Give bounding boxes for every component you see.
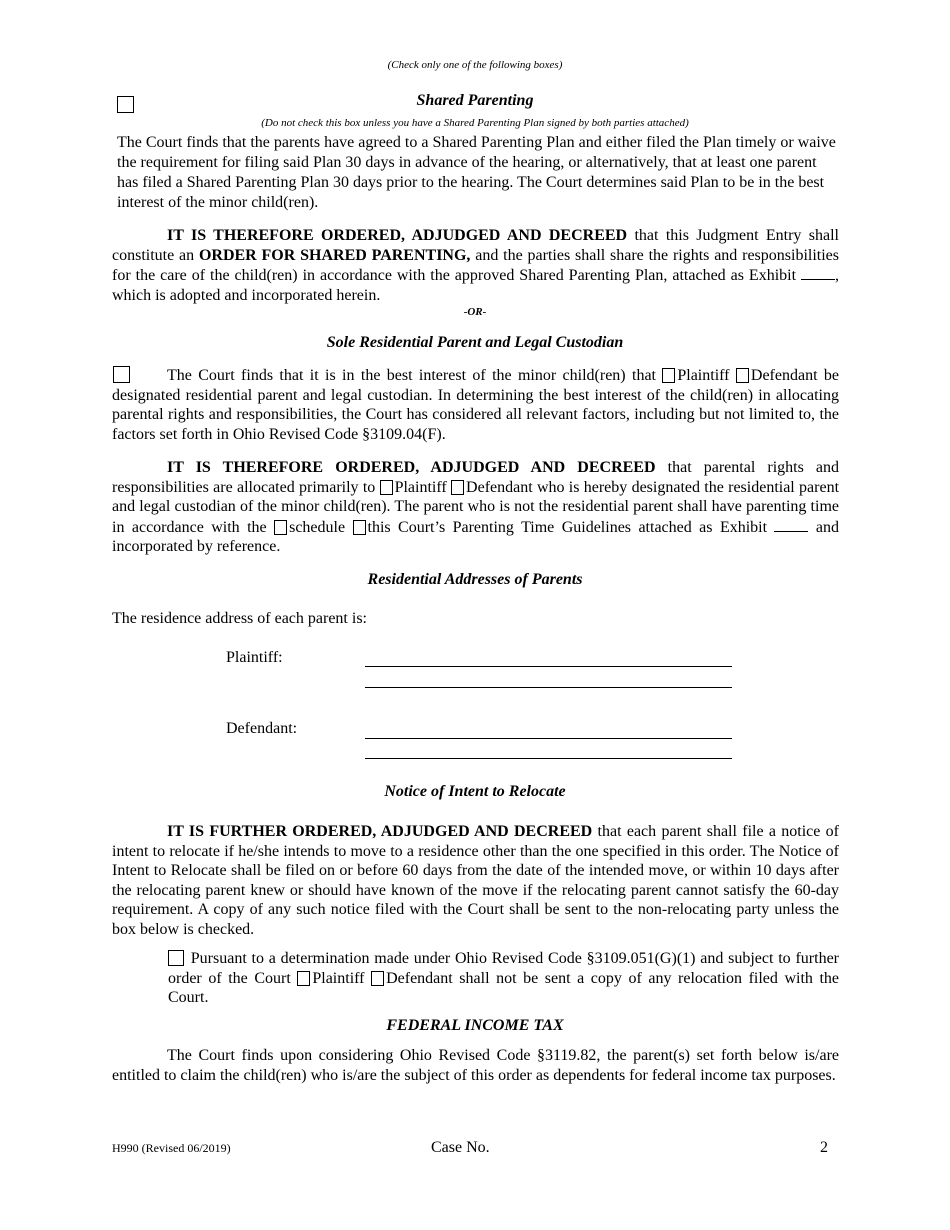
schedule-checkbox[interactable] bbox=[274, 520, 287, 535]
exhibit-blank[interactable] bbox=[801, 265, 835, 280]
order-text: , which is adopted and incorporated herein. bbox=[112, 267, 839, 304]
defendant-address-label: Defendant: bbox=[226, 720, 298, 737]
plaintiff-checkbox[interactable] bbox=[662, 368, 675, 383]
order-text: and incorporated by reference. bbox=[112, 518, 840, 555]
finding-text: The Court finds that it is in the best interest of the minor child(ren) that bbox=[167, 367, 663, 384]
exhibit-blank[interactable] bbox=[774, 517, 808, 532]
sole-residential-order bbox=[112, 458, 839, 557]
shared-parenting-order bbox=[112, 226, 839, 305]
shared-parenting-note: (Do not check this box unless you have a Shared Parenting Plan signed by both parties attached) bbox=[261, 117, 689, 129]
case-number-label: Case No. bbox=[431, 1139, 490, 1156]
defendant-checkbox[interactable] bbox=[371, 971, 384, 986]
sole-residential-finding bbox=[112, 366, 839, 444]
form-id: H990 (Revised 06/2019) bbox=[112, 1141, 231, 1155]
order-text: that parental rights and responsibilities are allocated primarily to bbox=[112, 459, 840, 496]
defendant-label: Defendant bbox=[466, 478, 533, 496]
addresses-intro: The residence address of each parent is: bbox=[112, 610, 367, 627]
order-bold-text: IT IS FURTHER ORDERED, ADJUDGED AND DECREED bbox=[167, 823, 593, 840]
order-text: and the parties shall share the rights and responsibilities for the care of the child(ren) in accordance with the approved Shared Parenting Plan, attached as Exhibit bbox=[112, 246, 839, 284]
order-bold-text: IT IS THEREFORE ORDERED, ADJUDGED AND DECREED bbox=[167, 227, 628, 244]
order-bold-text: IT IS THEREFORE ORDERED, ADJUDGED AND DECREED bbox=[167, 459, 656, 476]
federal-income-tax-text bbox=[112, 1046, 839, 1085]
order-text: attached as Exhibit bbox=[631, 518, 775, 536]
or-separator: -OR- bbox=[463, 306, 487, 318]
relocate-heading: Notice of Intent to Relocate bbox=[384, 783, 566, 800]
tax-text: The Court finds upon considering Ohio Revised Code §3119.82, the parent(s) set forth below is/are entitled to claim the child(ren) who is/are the subject of this order as dependents for federal income tax purposes. bbox=[112, 1047, 839, 1084]
guidelines-label: this Court’s Parenting Time Guidelines bbox=[367, 518, 632, 536]
shared-parenting-finding: The Court finds that the parents have agreed to a Shared Parenting Plan and either filed the Plan timely or waive the requirement for filing said Plan 30 days in advance of the hearing, or alternatively, that at least one parent has filed a Shared Parenting Plan 30 days prior to the hearing. The Court determines said Plan to be in the best interest of the minor child(ren). bbox=[117, 134, 836, 211]
plaintiff-address-label: Plaintiff: bbox=[226, 649, 283, 666]
plaintiff-checkbox[interactable] bbox=[380, 480, 393, 495]
plaintiff-label: Plaintiff bbox=[677, 367, 730, 384]
defendant-checkbox[interactable] bbox=[451, 480, 464, 495]
order-text: that this Judgment Entry shall constitute an bbox=[112, 227, 840, 264]
defendant-label: Defendant bbox=[750, 367, 818, 384]
plaintiff-address-line-2[interactable] bbox=[365, 687, 732, 688]
plaintiff-label: Plaintiff bbox=[394, 478, 447, 496]
guidelines-checkbox[interactable] bbox=[353, 520, 366, 535]
check-instruction: (Check only one of the following boxes) bbox=[387, 59, 563, 71]
finding-text: be designated residential parent and legal custodian. In determining the best interest of the child(ren) in allocating parental rights and responsibilities, the Court has considered all relevant factors, including but not limited to, the factors set forth in Ohio Revised Code §3109.04(F). bbox=[112, 367, 839, 443]
federal-income-tax-heading: FEDERAL INCOME TAX bbox=[386, 1017, 564, 1034]
order-text: that each parent shall file a notice of intent to relocate if he/she intends to move to a residence other than the one specified in this order. The Notice of Intent to Relocate shall be filed on or before 60 days from the date of the intended move, or within 10 days after the relocating parent knew or should have known of the move if the relocating parent cannot satisfy the 60-day requirement. A copy of any such notice filed with the Court shall be sent to the non-relocating party unless the box below is checked. bbox=[112, 823, 839, 938]
order-bold-text: ORDER FOR SHARED PARENTING, bbox=[198, 246, 471, 264]
plaintiff-address-line-1[interactable] bbox=[365, 666, 732, 667]
sole-residential-heading: Sole Residential Parent and Legal Custodian bbox=[326, 334, 624, 351]
page-number: 2 bbox=[820, 1139, 828, 1156]
pursuant-text: Pursuant to a determination made under Ohio Revised Code §3109.051(G)(1) and subject to further order of the Court bbox=[168, 950, 839, 987]
plaintiff-label: Plaintiff bbox=[312, 969, 365, 987]
plaintiff-checkbox[interactable] bbox=[297, 971, 310, 986]
defendant-address-line-2[interactable] bbox=[365, 758, 732, 759]
shared-parenting-heading: Shared Parenting bbox=[416, 92, 534, 109]
schedule-label: schedule bbox=[289, 518, 346, 536]
relocate-pursuant bbox=[168, 949, 839, 1008]
relocate-order bbox=[112, 822, 839, 939]
order-text: who is hereby designated the residential parent and legal custodian of the minor child(ren). The parent who is not the residential parent shall have parenting time in accordance with the bbox=[112, 478, 840, 536]
pursuant-text: shall not be sent a copy of any relocation filed with the Court. bbox=[168, 969, 840, 1006]
relocation-notice-checkbox[interactable] bbox=[168, 950, 184, 966]
defendant-label: Defendant bbox=[386, 969, 453, 987]
defendant-address-line-1[interactable] bbox=[365, 738, 732, 739]
addresses-heading: Residential Addresses of Parents bbox=[367, 571, 583, 588]
defendant-checkbox[interactable] bbox=[736, 368, 749, 383]
